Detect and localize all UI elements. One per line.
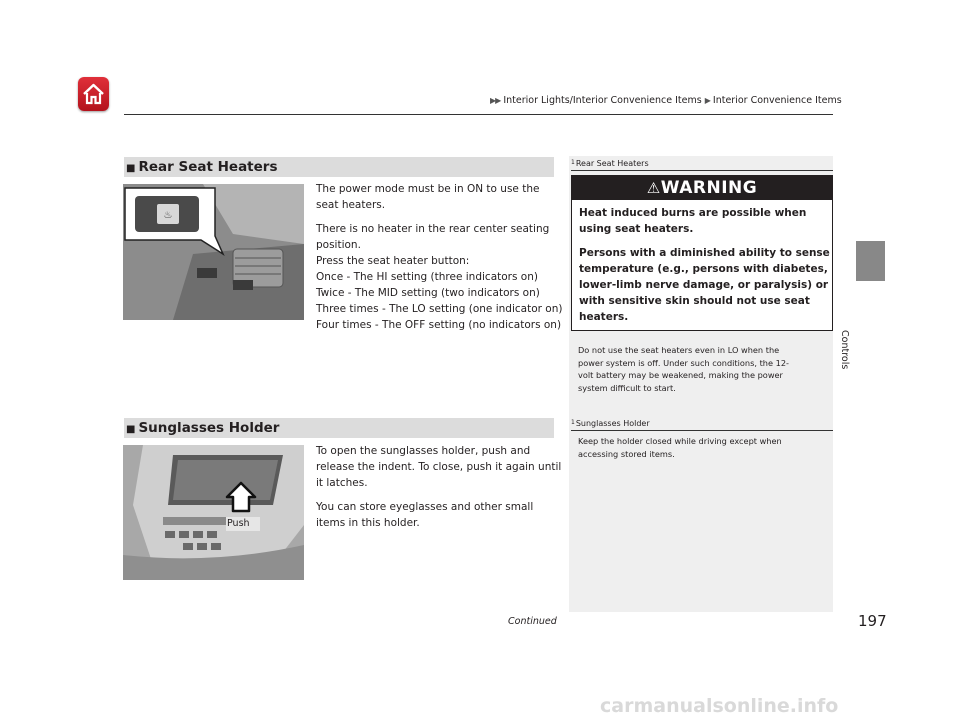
- warning-heading: WARNING: [660, 178, 758, 198]
- breadcrumb-link-section[interactable]: Interior Lights/Interior Convenience Items: [503, 95, 702, 106]
- text-line: Keep the holder closed while driving except when: [578, 436, 782, 446]
- text-line: Once - The HI setting (three indicators on): [316, 271, 538, 283]
- text-line: There is no heater in the rear center seating: [316, 223, 550, 235]
- warning-header: [572, 176, 832, 200]
- section-heading-rear-seat-heaters: [124, 157, 554, 177]
- home-icon: [78, 77, 109, 111]
- breadcrumb-arrow-icon: ▶▶: [490, 96, 501, 105]
- text-line: with sensitive skin should not use seat: [579, 295, 810, 307]
- text-line: accessing stored items.: [578, 448, 675, 459]
- svg-text:♨: ♨: [163, 210, 173, 221]
- sunglasses-holder-illustration: [123, 445, 304, 580]
- push-label: Push: [227, 518, 250, 529]
- text-line: using seat heaters.: [579, 223, 694, 235]
- text-line: You can store eyeglasses and other small: [316, 501, 534, 513]
- rear-seat-heaters-text: [316, 181, 563, 341]
- chapter-tab-marker[interactable]: [856, 241, 885, 281]
- note-text-rear-seat-heaters: [578, 344, 789, 394]
- text-line: Persons with a diminished ability to sense: [579, 247, 830, 259]
- seat-heater-illustration: [123, 184, 304, 320]
- section-title: Sunglasses Holder: [138, 420, 280, 436]
- warning-box: [571, 175, 833, 331]
- sunglasses-holder-photo: [123, 445, 304, 580]
- text-line: Press the seat heater button:: [316, 255, 470, 267]
- note-title-text: Sunglasses Holder: [575, 419, 650, 428]
- watermark: carmanualsonline.info: [600, 695, 839, 717]
- note-text-sunglasses-holder: [578, 435, 782, 460]
- note-number: 1: [571, 159, 575, 166]
- square-bullet-icon: ■: [126, 163, 136, 174]
- paragraph: [316, 499, 561, 531]
- text-line: system difficult to start.: [578, 382, 676, 393]
- text-line: items in this holder.: [316, 517, 420, 529]
- warning-triangle-icon: ⚠: [646, 179, 661, 197]
- text-line: seat heaters.: [316, 199, 386, 211]
- paragraph: [316, 221, 563, 333]
- note-title-sunglasses-holder: [571, 419, 650, 428]
- page-number: 197: [858, 612, 887, 630]
- text-line: Do not use the seat heaters even in LO when the: [578, 345, 780, 355]
- text-line: release the indent. To close, push it again until: [316, 461, 562, 473]
- text-line: Twice - The MID setting (two indicators on): [316, 287, 540, 299]
- chapter-tab-label: Controls: [839, 330, 850, 370]
- breadcrumb: [490, 95, 842, 106]
- paragraph: [316, 443, 561, 491]
- section-heading-sunglasses-holder: [124, 418, 554, 438]
- paragraph: [316, 181, 556, 213]
- text-line: lower-limb nerve damage, or paralysis) or: [579, 279, 829, 291]
- text-line: power system is off. Under such conditions, the 12-: [578, 357, 789, 368]
- sunglasses-holder-text: [316, 443, 561, 539]
- warning-body: [572, 200, 832, 338]
- note-number: 1: [571, 419, 575, 426]
- text-line: heaters.: [579, 311, 629, 323]
- text-line: Three times - The LO setting (one indicator on): [316, 303, 563, 315]
- home-button[interactable]: [78, 77, 109, 111]
- breadcrumb-arrow-icon: ▶: [704, 96, 710, 105]
- text-line: Heat induced burns are possible when: [579, 207, 807, 219]
- warning-paragraph: [579, 205, 825, 237]
- continued-label: Continued: [508, 616, 557, 627]
- rear-seat-heater-photo: [123, 184, 304, 320]
- note-title-text: Rear Seat Heaters: [575, 159, 649, 168]
- text-line: volt battery may be weakened, making the power: [578, 370, 783, 380]
- text-line: The power mode must be in ON to use the: [316, 183, 540, 195]
- text-line: Four times - The OFF setting (no indicators on): [316, 319, 562, 331]
- text-line: temperature (e.g., persons with diabetes,: [579, 263, 828, 275]
- chapter-tab[interactable]: [839, 286, 896, 370]
- text-line: it latches.: [316, 477, 368, 489]
- header-divider: [124, 114, 833, 115]
- section-title: Rear Seat Heaters: [138, 159, 278, 175]
- note-divider: [571, 170, 833, 171]
- breadcrumb-current[interactable]: Interior Convenience Items: [712, 95, 842, 106]
- note-title-rear-seat-heaters: [571, 159, 649, 168]
- note-divider: [571, 430, 833, 431]
- text-line: position.: [316, 239, 361, 251]
- square-bullet-icon: ■: [126, 424, 136, 435]
- text-line: To open the sunglasses holder, push and: [316, 445, 531, 457]
- warning-paragraph: [579, 245, 830, 325]
